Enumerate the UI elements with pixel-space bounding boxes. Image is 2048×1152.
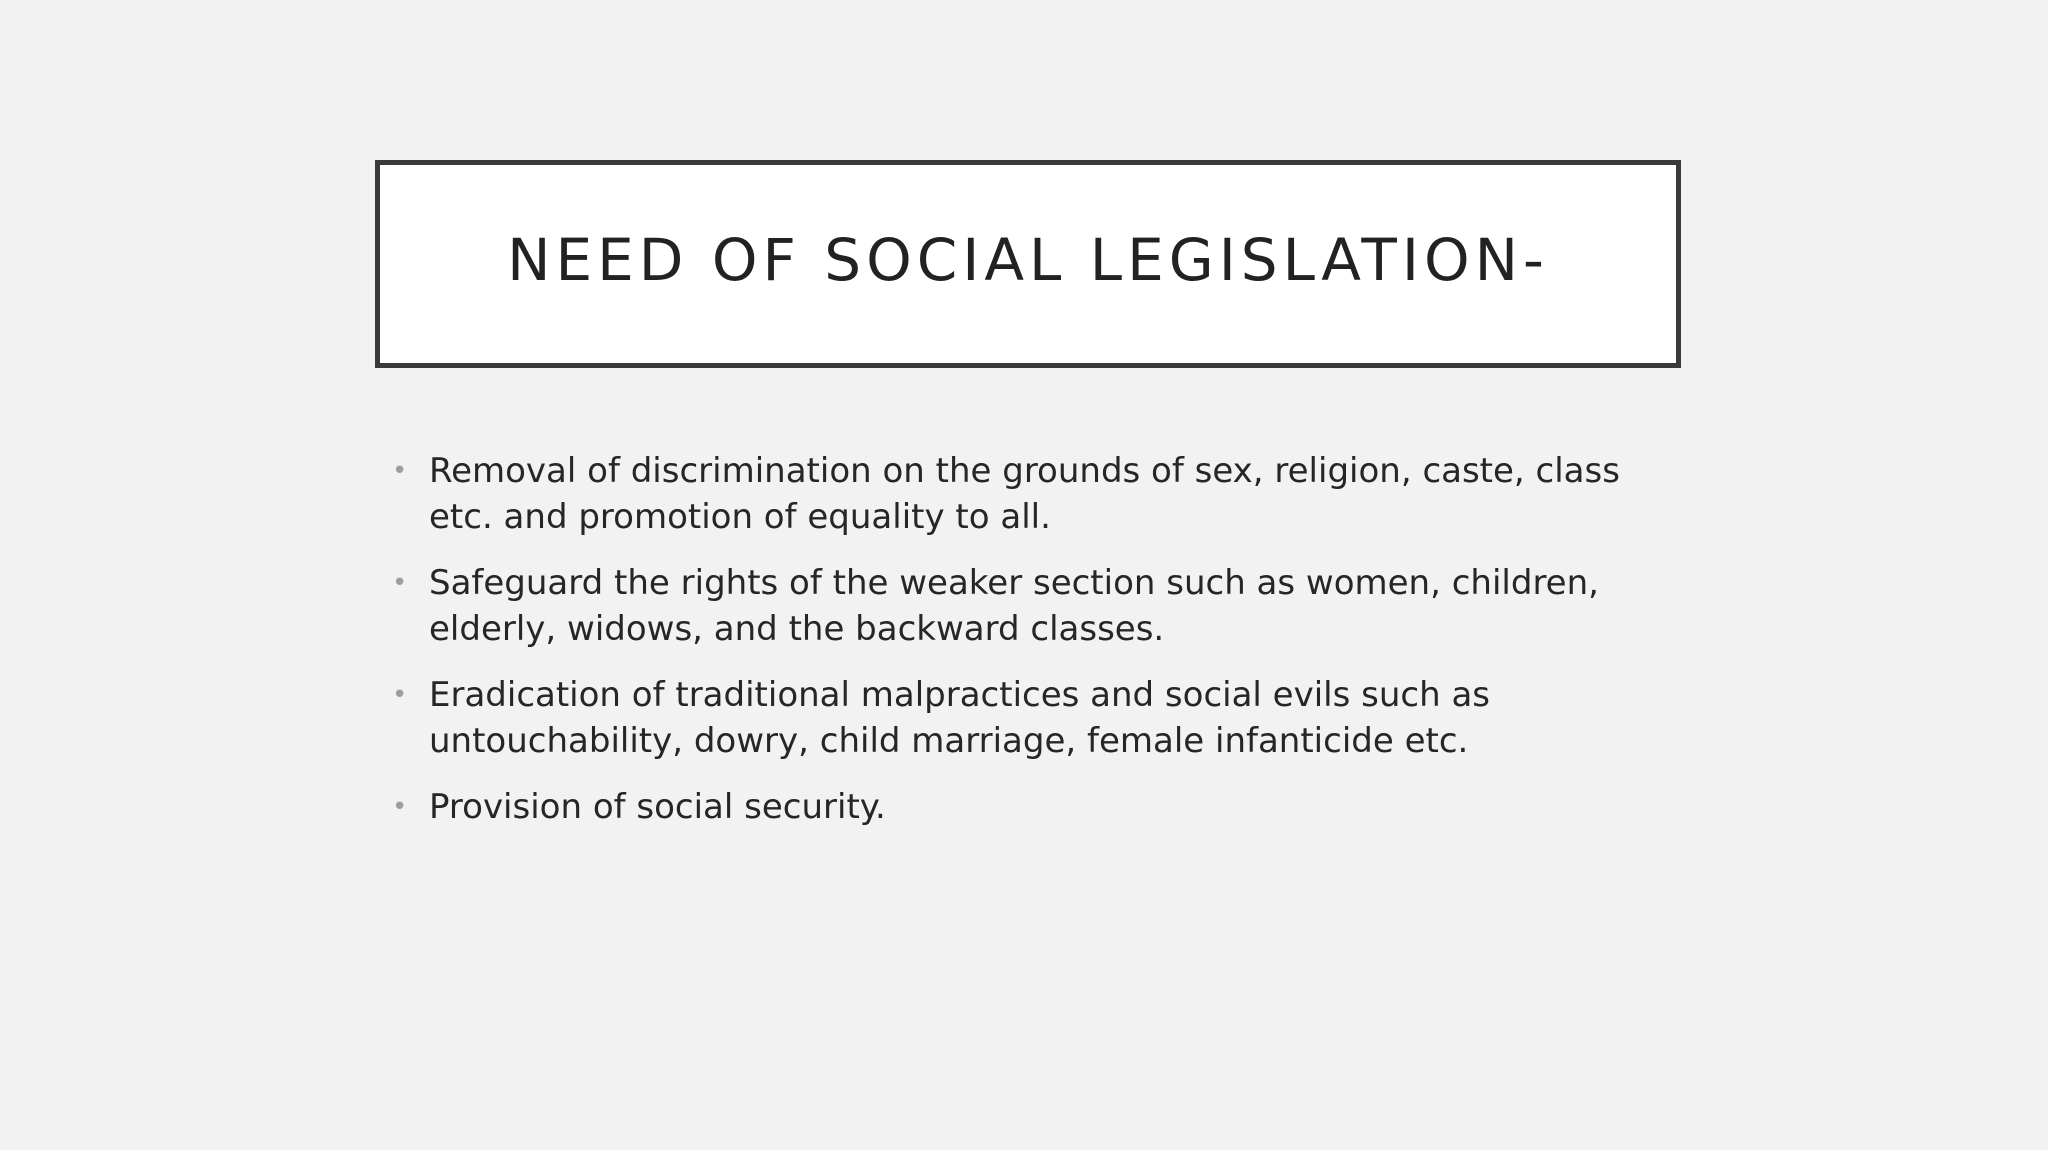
bullet-item [384, 560, 1684, 652]
bullet-dot-icon: • [392, 456, 408, 486]
bullet-text: Safeguard the rights of the weaker section such as women, children, elderly, widows, and the backward classes. [429, 563, 1599, 649]
bullet-list [384, 448, 1684, 850]
bullet-item [384, 784, 1684, 830]
bullet-dot-icon: • [392, 680, 408, 710]
bullet-text: Removal of discrimination on the grounds of sex, religion, caste, class etc. and promotion of equality to all. [429, 451, 1620, 537]
bullet-dot-icon: • [392, 568, 408, 598]
title-box [375, 160, 1681, 368]
bullet-text: Provision of social security. [429, 787, 886, 827]
bullet-item [384, 672, 1684, 764]
bullet-text: Eradication of traditional malpractices and social evils such as untouchability, dowry, child marriage, female infanticide etc. [429, 675, 1490, 761]
slide-title: NEED OF SOCIAL LEGISLATION- [507, 226, 1549, 294]
bullet-dot-icon: • [392, 792, 408, 822]
bullet-item [384, 448, 1684, 540]
